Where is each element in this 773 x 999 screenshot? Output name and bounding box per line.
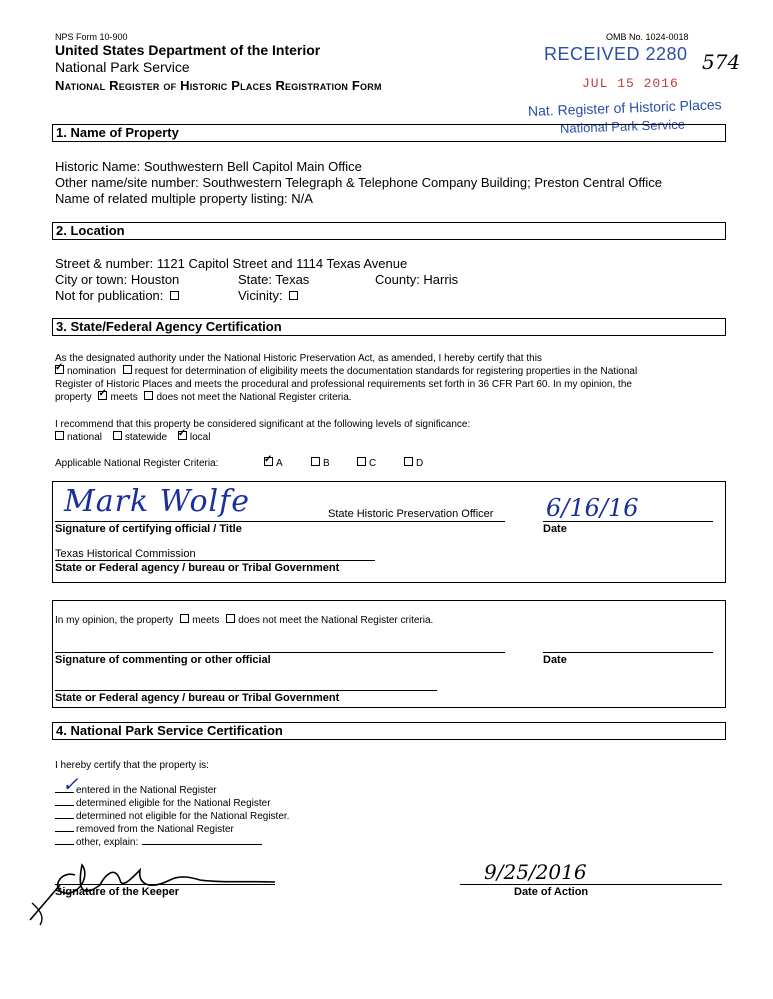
criteria-d-label: D (416, 458, 424, 469)
certifying-date-label: Date (543, 523, 567, 535)
received-date-stamp: JUL 15 2016 (582, 76, 679, 91)
criteria-a-label: A (276, 458, 283, 469)
department: United States Department of the Interior (55, 42, 321, 58)
comment-agency-label: State or Federal agency / bureau or Tribal Government (55, 692, 340, 704)
park-service-stamp: National Park Service (559, 116, 686, 136)
county: County: Harris (375, 272, 459, 287)
certifying-signature: Mark Wolfe (64, 484, 250, 519)
criteria-c (357, 457, 376, 470)
received-stamp: RECEIVED 2280 (544, 44, 688, 64)
section-3-heading-box (52, 318, 726, 336)
section-2-heading-box (52, 222, 726, 240)
section-4-heading-box (52, 722, 726, 740)
agency-value: Texas Historical Commission (55, 548, 196, 560)
significance-para: I recommend that this property be considered significant at the following levels of significance: (55, 419, 471, 430)
criteria-a (264, 457, 283, 470)
keeper-signature-line (55, 884, 275, 885)
certify-item-entered (55, 784, 217, 797)
certify-item-entered-label: entered in the National Register (76, 785, 217, 796)
certification-para-line4 (55, 391, 352, 404)
certification-para-line3: Register of Historic Places and meets the procedural and professional requirements set forth in 36 CFR Part 60. In my opinion, the (55, 379, 632, 390)
criteria-d (404, 457, 423, 470)
date-of-action-line (460, 884, 722, 885)
certify-item-not-eligible-label: determined not eligible for the National Register. (76, 811, 290, 822)
meets-checkbox[interactable] (98, 391, 107, 400)
section-4-heading: 4. National Park Service Certification (56, 723, 283, 738)
criteria-label: Applicable National Register Criteria: (55, 458, 219, 469)
comment-date-label: Date (543, 654, 567, 666)
certify-item-eligible-label: determined eligible for the National Register (76, 798, 271, 809)
comment-opinion-label: In my opinion, the property (55, 615, 174, 626)
date-of-action-value: 9/25/2016 (484, 860, 587, 884)
vicinity-checkbox[interactable] (289, 291, 298, 300)
date-line (543, 521, 713, 522)
national-checkbox[interactable] (55, 431, 64, 440)
statewide-label: statewide (124, 432, 168, 443)
related-listing: Name of related multiple property listing: N/A (55, 191, 313, 206)
signature-line (55, 521, 505, 522)
comment-opinion (55, 614, 433, 627)
handwritten-number: 574 (702, 50, 741, 74)
vicinity (238, 288, 301, 304)
certification-para-line1: As the designated authority under the National Historic Preservation Act, as amended, I hereby certify that this (55, 353, 542, 364)
certify-item-removed-label: removed from the National Register (76, 824, 234, 835)
historic-name: Historic Name: Southwestern Bell Capitol Main Office (55, 159, 362, 174)
nomination-checkbox[interactable] (55, 365, 64, 374)
comment-meets-label: meets (192, 615, 220, 626)
certify-item-other-label: other, explain: (76, 837, 139, 848)
city-town: City or town: Houston (55, 272, 180, 287)
property-label: property (55, 392, 92, 403)
section-2-heading: 2. Location (56, 223, 125, 238)
local-label: local (189, 432, 211, 443)
other-name: Other name/site number: Southwestern Telegraph & Telephone Company Building; Preston Central Office (55, 175, 663, 190)
date-of-action-label: Date of Action (514, 886, 589, 898)
meets-label: meets (110, 392, 138, 403)
criteria-a-checkbox[interactable] (264, 457, 273, 466)
agency-label: State or Federal agency / bureau or Tribal Government (55, 562, 340, 574)
not-for-publication-checkbox[interactable] (170, 291, 179, 300)
certifying-date-value: 6/16/16 (546, 494, 639, 522)
certifying-title: State Historic Preservation Officer (328, 508, 494, 520)
keeper-signature-label: Signature of the Keeper (55, 886, 180, 898)
section-4-intro: I hereby certify that the property is: (55, 760, 209, 771)
criteria-b-label: B (323, 458, 330, 469)
criteria-c-label: C (369, 458, 377, 469)
certifying-signature-label: Signature of certifying official / Title (55, 523, 242, 535)
local-checkbox[interactable] (178, 431, 187, 440)
statewide-checkbox[interactable] (113, 431, 122, 440)
request-checkbox[interactable] (123, 365, 132, 374)
register-stamp: Nat. Register of Historic Places (527, 96, 722, 119)
section-1-heading: 1. Name of Property (56, 125, 179, 140)
comment-agency-line (55, 690, 437, 691)
section-3-heading: 3. State/Federal Agency Certification (56, 319, 282, 334)
omb-number: OMB No. 1024-0018 (606, 32, 689, 42)
street-number: Street & number: 1121 Capitol Street and 1114 Texas Avenue (55, 256, 408, 271)
not-for-publication-label: Not for publication: (55, 288, 164, 303)
does-not-meet-label: does not meet the National Register criteria. (156, 392, 352, 403)
entered-checkmark-icon: ✓ (62, 772, 79, 796)
section-1-heading-box (52, 124, 726, 142)
comment-signature-line (55, 652, 505, 653)
form-title: National Register of Historic Places Registration Form (55, 78, 382, 93)
national-label: national (67, 432, 103, 443)
significance-levels (55, 431, 210, 444)
certify-item-removed (55, 823, 234, 836)
request-label: request for determination of eligibility meets the documentation standards for registering properties in the National (134, 366, 638, 377)
criteria-d-checkbox[interactable] (404, 457, 413, 466)
nomination-label: nomination (67, 366, 116, 377)
criteria-b-checkbox[interactable] (311, 457, 320, 466)
comment-meets-checkbox[interactable] (180, 614, 189, 623)
form-number: NPS Form 10-900 (55, 32, 128, 42)
comment-date-line (543, 652, 713, 653)
comment-not-meet-label: does not meet the National Register criteria. (238, 615, 434, 626)
certification-para-line2 (55, 365, 637, 378)
comment-not-meet-checkbox[interactable] (226, 614, 235, 623)
not-for-publication (55, 288, 182, 304)
agency-line (55, 560, 375, 561)
criteria-c-checkbox[interactable] (357, 457, 366, 466)
state: State: Texas (238, 272, 310, 287)
does-not-meet-checkbox[interactable] (144, 391, 153, 400)
agency-service: National Park Service (55, 59, 190, 75)
comment-signature-label: Signature of commenting or other official (55, 654, 271, 666)
certify-item-not-eligible (55, 810, 289, 823)
vicinity-label: Vicinity: (238, 288, 283, 303)
criteria-b (311, 457, 330, 470)
certify-item-eligible (55, 797, 271, 810)
